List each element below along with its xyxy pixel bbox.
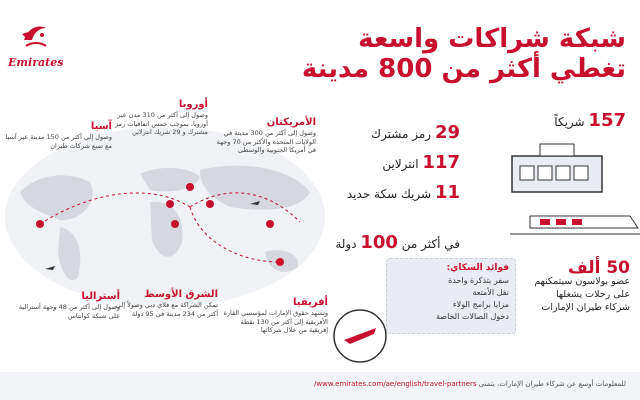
region-middle-east-text: تمكن الشراكة مع فلاي دبي وصولاً إلى أكثر من 234 مدينة في 95 دولة bbox=[115, 301, 218, 318]
page-title bbox=[266, 24, 626, 84]
loyalty-item-1: سفر بتذكرة واحدة bbox=[448, 276, 509, 285]
skywards-num: 50 ألف bbox=[567, 258, 630, 278]
pin-middleeast-icon bbox=[171, 220, 179, 228]
region-australia-title: أستراليا bbox=[81, 291, 120, 302]
stat-partners-num: 157 bbox=[588, 110, 626, 131]
region-africa-title: أفريقيا bbox=[293, 297, 328, 308]
pin-asia-icon bbox=[206, 200, 214, 208]
emirates-logo bbox=[8, 18, 62, 74]
region-middle-east bbox=[110, 288, 218, 318]
stat-rail-num: 11 bbox=[434, 182, 460, 203]
footer-text bbox=[66, 380, 626, 388]
skywards-text: عضو بولاسون سيتمكنهم على رحلات يشغلها شركاء طيران الإمارات bbox=[534, 276, 630, 313]
pin-asia2-icon bbox=[266, 220, 274, 228]
region-australia-text: وصول إلى أكثر من 48 وجهة أسترالية على شبكة كوانتاس bbox=[18, 303, 120, 320]
region-asia bbox=[4, 120, 112, 150]
footer-link[interactable]: www.emirates.com/ae/english/travel-partners/ bbox=[314, 380, 477, 388]
region-americas bbox=[208, 116, 316, 155]
region-asia-title: آسيا bbox=[90, 121, 112, 132]
emirates-wordmark: Emirates bbox=[8, 56, 64, 69]
loyalty-title: فوائد السكاي: bbox=[446, 263, 509, 273]
train-station-icon bbox=[500, 136, 640, 246]
pin-europe-icon bbox=[166, 200, 174, 208]
stat-countries-post: دولة bbox=[335, 237, 357, 251]
emirates-calligraphy-icon bbox=[18, 18, 52, 52]
region-middle-east-title: الشرق الأوسط bbox=[144, 289, 218, 300]
footer-label: للمعلومات أوسع عن شركاء طيران الإمارات، يتمنى bbox=[478, 380, 626, 388]
stat-countries-num: 100 bbox=[360, 232, 398, 253]
stat-codeshare-label: رمز مشترك bbox=[371, 127, 432, 141]
stat-codeshare-num: 29 bbox=[434, 122, 460, 143]
region-europe bbox=[100, 98, 208, 137]
stat-partners-label: شريكاً bbox=[554, 115, 585, 129]
plane-window-icon bbox=[330, 306, 390, 366]
region-europe-text: وصول إلى أكثر من 310 مدن عبر أوروبا، بموجب خمس اتفاقيات رمز مشترك و 29 شريك انترلاين bbox=[114, 111, 208, 136]
loyalty-item-3: مزايا برامج الولاء bbox=[452, 300, 509, 309]
region-australia bbox=[12, 290, 120, 320]
stat-interline-num: 117 bbox=[422, 152, 460, 173]
title-line-1: شبكة شراكات واسعة bbox=[358, 24, 626, 54]
loyalty-item-2: نقل الأمتعة bbox=[472, 288, 509, 297]
stat-countries-pre: في أكثر من bbox=[401, 237, 460, 251]
loyalty-item-4: دخول الصالات الخاصة bbox=[435, 312, 509, 321]
title-line-2: تغطي أكثر من 800 مدينة bbox=[301, 54, 626, 84]
region-americas-text: وصول إلى أكثر من 300 مدينة في الولايات المتحدة والأكثر من 70 وجهة في أمريكا الجنوبية والوسطى bbox=[216, 129, 316, 154]
loyalty-panel bbox=[386, 258, 516, 334]
stat-rail-label: شريك سكة حديد bbox=[346, 187, 432, 201]
region-asia-text: وصول إلى أكثر من 150 مدينة عبر آسيا مع تسع شركات طيران bbox=[5, 133, 112, 150]
region-africa bbox=[220, 296, 328, 335]
region-africa-text: وتشهد حقوق الإمارات لمؤسسي القارة الأفريقية إلى أكثر من 130 نقطة إفريقية من خلال شركائها bbox=[223, 309, 328, 334]
pin-americas-icon bbox=[36, 220, 44, 228]
region-europe-title: أوروبا bbox=[178, 99, 208, 110]
stat-interline-label: انترلاين bbox=[382, 157, 419, 171]
region-americas-title: الأمريكتان bbox=[266, 117, 316, 128]
pin-europe2-icon bbox=[186, 183, 194, 191]
skywards-stat bbox=[530, 258, 630, 314]
pin-australia-icon bbox=[276, 258, 284, 266]
